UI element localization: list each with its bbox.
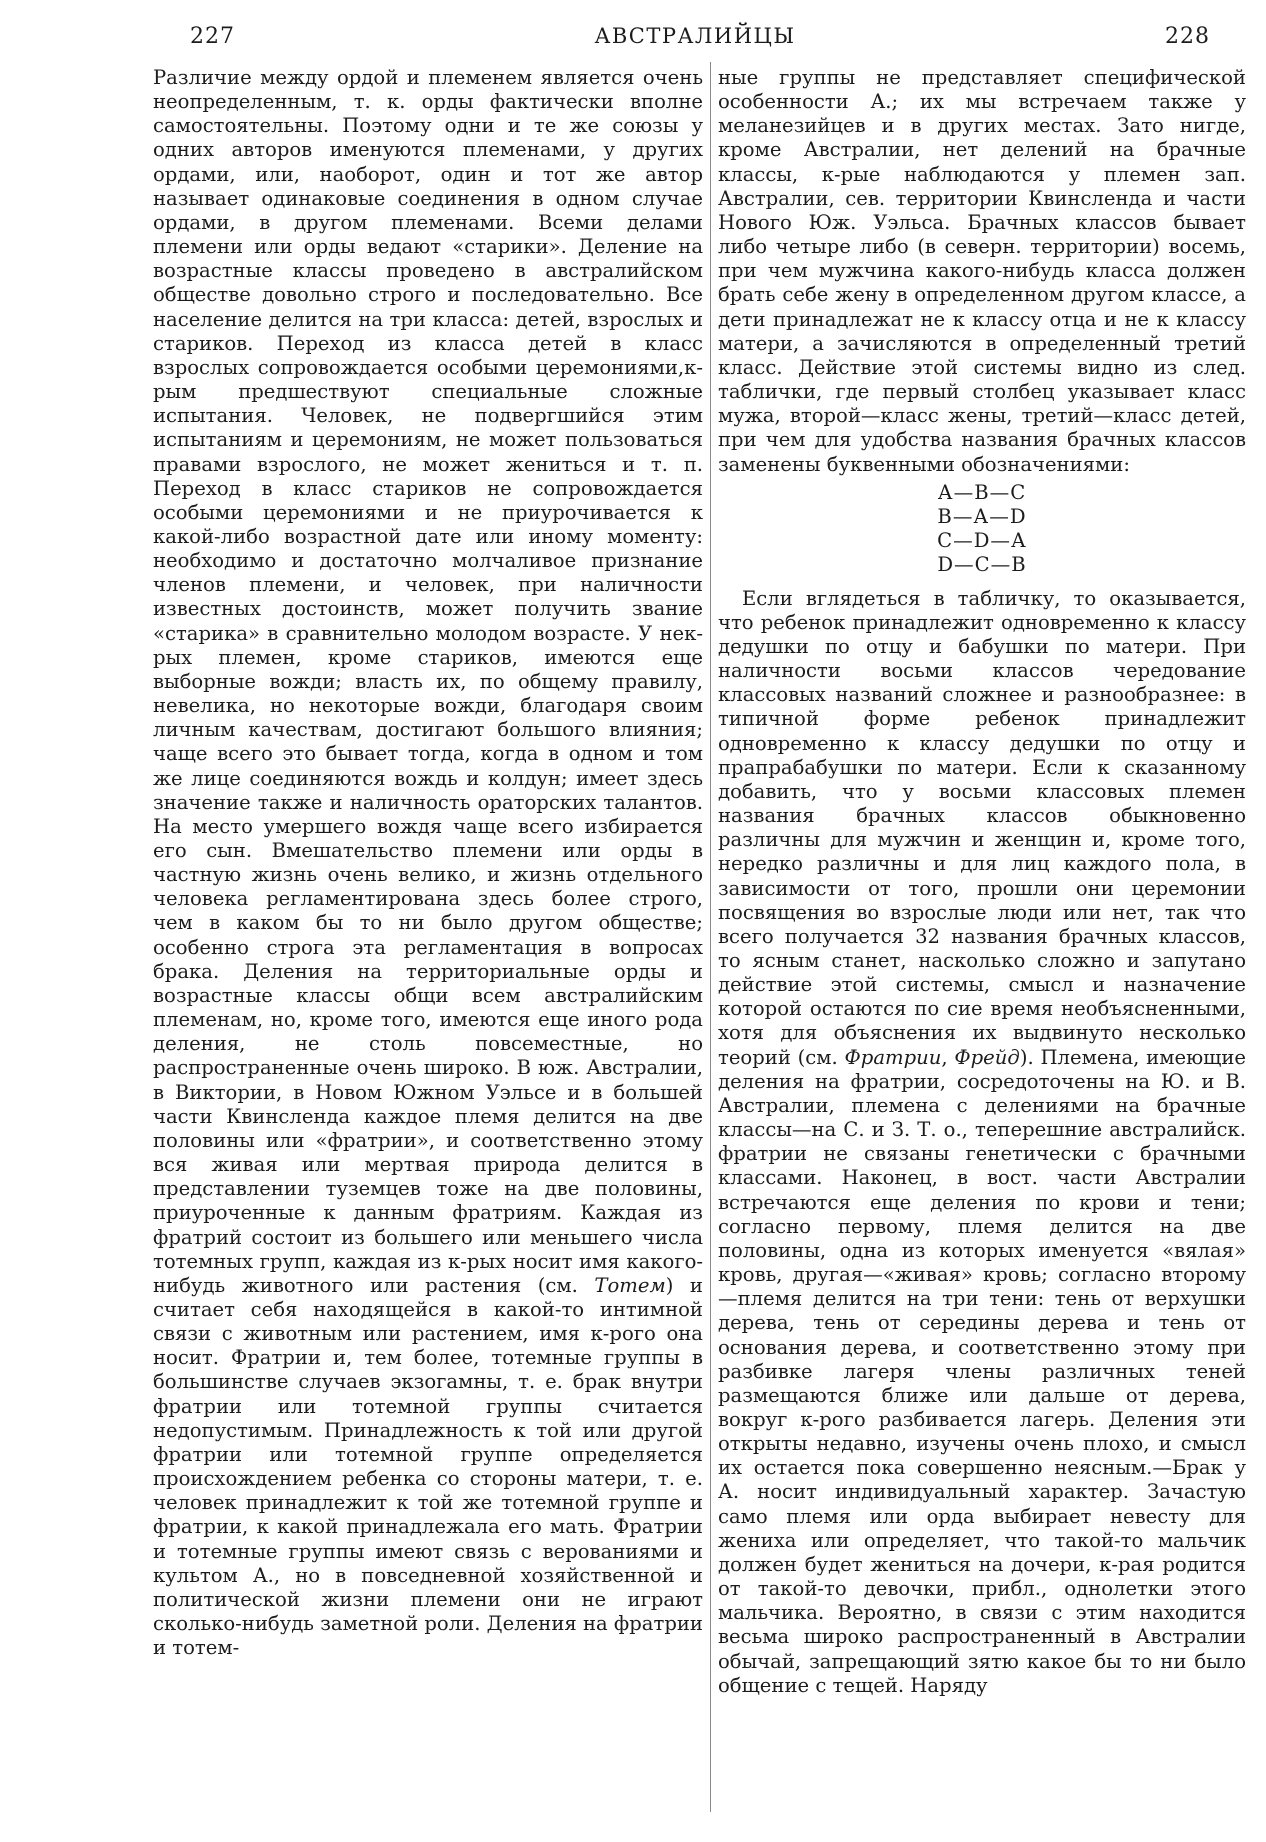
left-paragraph xyxy=(153,66,703,1660)
class-table-row: В—А—D xyxy=(937,504,1027,528)
cross-reference-fratrii: Фратрии xyxy=(844,1045,942,1069)
class-table-row: С—D—А xyxy=(937,528,1027,552)
cross-reference-separator: , xyxy=(941,1045,955,1069)
left-paragraph-text: Различие между ордой и племенем является очень неопределенным, т. к. орды фактически вполне самостоятельны. Поэтому одни и те же союзы у одних авторов именуются племенами, у других ордами, или, наоборот, один и тот же автор называет одинаковые соединения в одном случае ордами, в другом племенами. Всеми делами племени или орды ведают «старики». Деление на возрастные классы проведено в австралийском обществе довольно строго и последовательно. Все население делится на три класса: детей, взрослых и стариков. Переход из класса детей в класс взрослых сопровождается особыми церемониями,к-рым предшествуют специальные сложные испытания. Человек, не подвергшийся этим испытаниям и церемониям, не может пользоваться правами взрослого, не может жениться и т. п. Переход в класс стариков не сопровождается особыми церемониями и не приурочивается к какой-либо возрастной дате или иному моменту: необходимо и достаточно молчаливое признание членов племени, и человек, при наличности известных достоинств, может получить звание «старика» в сравнительно молодом возрасте. У нек-рых племен, кроме стариков, имеются еще выборные вожди; власть их, по общему правилу, невелика, но некоторые вожди, благодаря своим личным качествам, достигают большого влияния; чаще всего это бывает тогда, когда в одном и том же лице соединяются вождь и колдун; имеет здесь значение также и наличность ораторских талантов. На место умершего вождя чаще всего избирается его сын. Вмешательство племени или орды в частную жизнь очень велико, и жизнь отдельного человека регламентирована здесь более строго, чем в каком бы то ни было другом обществе; особенно строга эта регламентация в вопросах брака. Деления на территориальные орды и возрастные классы общи всем австралийским племенам, но, кроме того, имеются еще иного рода деления, не столь повсеместные, но распространенные очень широко. В юж. Австралии, в Виктории, в Новом Южном Уэльсе и в большей части Квинсленда каждое племя делится на две половины или «фратрии», и соответственно этому вся живая или мертвая природа делится в представлении туземцев тоже на две половины, приуроченные к данным фратриям. Каждая из фратрий состоит из большего или меньшего числа тотемных групп, каждая из к-рых носит имя какого-нибудь животного или растения (см. xyxy=(153,66,703,1297)
marriage-class-table xyxy=(718,481,1246,577)
page-number-left: 227 xyxy=(190,24,235,49)
right-paragraph-2 xyxy=(718,587,1246,1698)
right-paragraph-1: ные группы не представляет специфической особенности А.; их мы встречаем также у меланезийцев и в других местах. Зато нигде, кроме Австралии, нет делений на брачные классы, к-рые наблюдаются у племен зап. Австралии, сев. территории Квинсленда и части Нового Юж. Уэльса. Брачных классов бывает либо четыре либо (в северн. территории) восемь, при чем мужчина какого-нибудь класса должен брать себе жену в определенном другом классе, а дети принадлежат не к классу отца и не к классу матери, а зачисляются в определенный третий класс. Действие этой системы видно из след. таблички, где первый столбец указывает класс мужа, второй—класс жены, третий—класс детей, при чем для удобства названия брачных классов заменены буквенными обозначениями: xyxy=(718,66,1246,476)
right-paragraph-2-text: Если вглядеться в табличку, то оказывается, что ребенок принадлежит одновременно к классу дедушки по отцу и бабушки по матери. При наличности восьми классов чередование классовых названий сложнее и разнообразнее: в типичной форме ребенок принадлежит одновременно к классу дедушки по отцу и прапрабабушки по матери. Если к сказанному добавить, что у восьми классовых племен названия брачных классов обыкновенно различны для мужчин и женщин и, кроме того, нередко различны и для лиц каждого пола, в зависимости от того, прошли они церемонии посвящения во взрослые люди или нет, так что всего получается 32 названия брачных классов, то ясным станет, насколько сложно и запутано действие этой системы, смысл и назначение которой остаются по сие время необъясненными, хотя для объяснения их выдвинуто несколько теорий (см. xyxy=(718,586,1246,1069)
right-column xyxy=(718,66,1246,1806)
left-column xyxy=(153,66,703,1806)
right-paragraph-2-tail: ). Племена, имеющие деления на фратрии, сосредоточены на Ю. и В. Австралии, племена с делениями на брачные классы—на С. и З. Т. о., теперешние австралийск. фратрии не связаны генетически с брачными классами. Наконец, в вост. части Австралии встречаются еще деления по крови и тени; согласно первому, племя делится на две половины, одна из которых именуется «вялая» кровь, другая—«живая» кровь; согласно второму—племя делится на три тени: тень от верхушки дерева, тень от середины дерева и тень от основания дерева, и соответственно этому при разбивке лагеря члены различных теней размещаются ближе или дальше от дерева, вокруг к-рого разбивается лагерь. Деления эти открыты недавно, изучены очень плохо, и смысл их остается пока совершенно неясным.—Брак у А. носит индивидуальный характер. Зачастую само племя или орда выбирает невесту для жениха или определяет, что такой-то мальчик должен будет жениться на дочери, к-рая родится от такой-то девочки, прибл., однолетки этого мальчика. Вероятно, в связи с этим находится весьма широко распространенный в Австралии обычай, запрещающий зятю какое бы то ни было общение с тещей. Наряду xyxy=(718,1045,1246,1697)
running-header xyxy=(150,24,1240,58)
class-table-row: D—С—В xyxy=(937,552,1027,576)
left-paragraph-tail: ) и считает себя находящейся в какой-то интимной связи с животным или растением, имя к-рого она носит. Фратрии и, тем более, тотемные группы в большинстве случаев экзогамны, т. е. брак внутри фратрии или тотемной группы считается недопустимым. Принадлежность к той или другой фратрии или тотемной группе определяется происхождением ребенка со стороны матери, т. е. человек принадлежит к той же тотемной группе и фратрии, к какой принадлежала его мать. Фратрии и тотемные группы имеют связь с верованиями и культом А., но в повседневной хозяйственной и политической жизни племени они не играют сколько-нибудь заметной роли. Деления на фратрии и тотем- xyxy=(153,1273,703,1660)
class-table-row: А—В—С xyxy=(937,480,1027,504)
column-divider xyxy=(710,62,711,1812)
cross-reference-totem: Тотем xyxy=(594,1273,666,1297)
page-number-right: 228 xyxy=(1165,24,1210,49)
cross-reference-freud: Фрейд xyxy=(954,1045,1020,1069)
running-title: АВСТРАЛИЙЦЫ xyxy=(594,24,796,48)
